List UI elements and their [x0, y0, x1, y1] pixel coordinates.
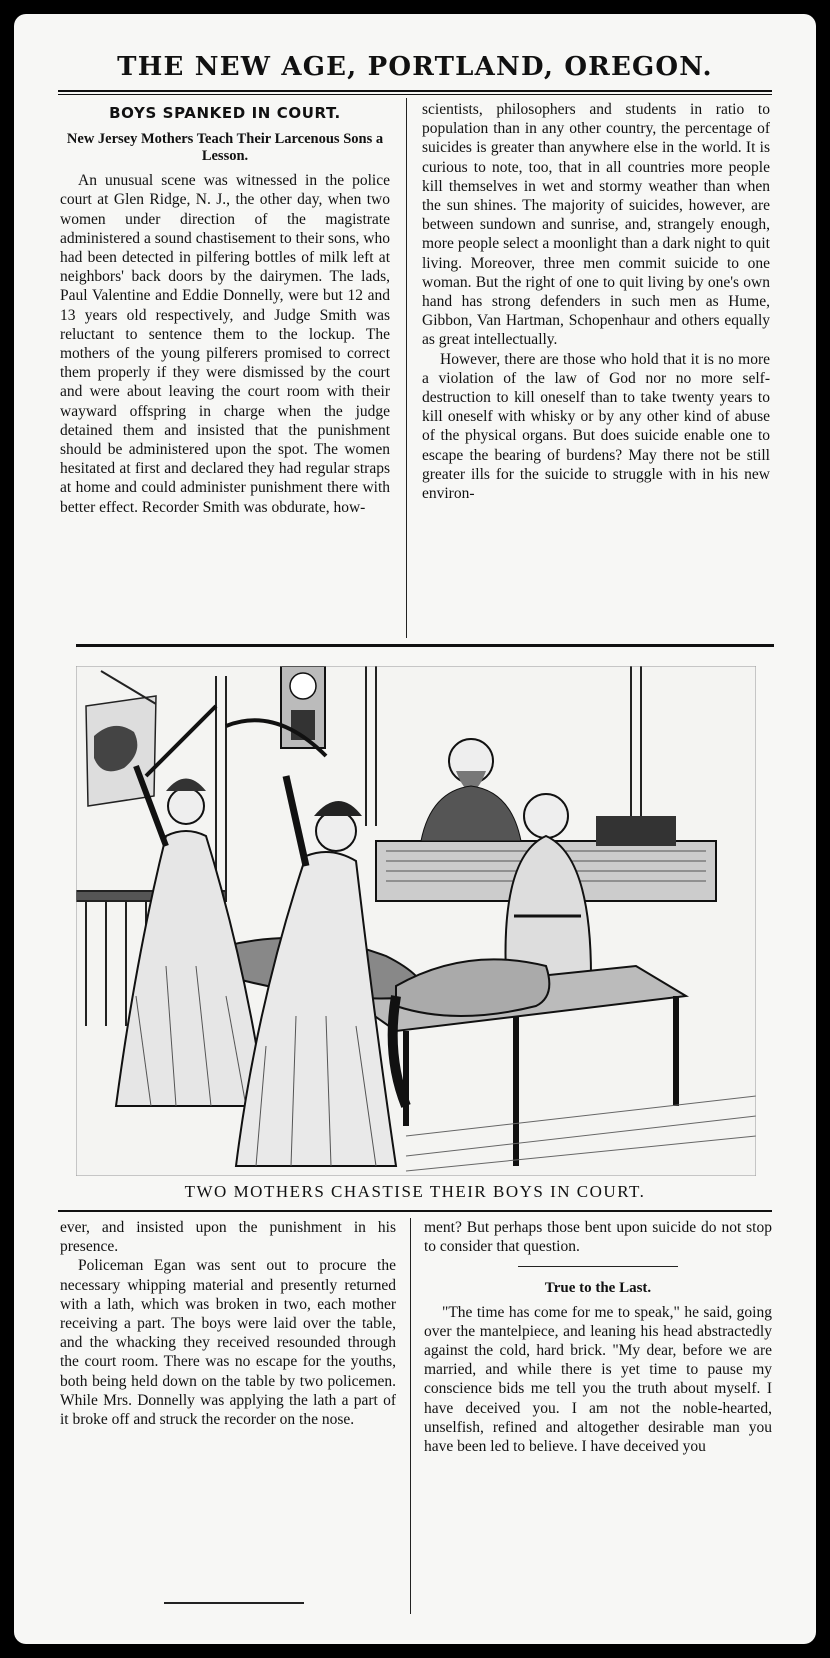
- suicide-article-body: scientists, philosophers and students in ratio to population than in any other country, the percentage of suicides is greater than anywhere else in the world. It is curious to note, too, that in all countries more people kill themselves in wet and stormy weather than when the sun shines. The majority of suicides, however, are between sundown and sunrise, and, strangely enough, more people select a moonlight than a dark night to quit living. Moreover, three men commit suicide to one woman. But the right of one to quit living by one's own hand has strong defenders in such men as Hume, Gibbon, Van Hartman, Schopenhaur and others equally as great intellectually.: [422, 101, 770, 349]
- article-headline: BOYS SPANKED IN COURT.: [109, 104, 341, 122]
- newspaper-page: [14, 14, 816, 1644]
- suicide-article-body-2: However, there are those who hold that it is no more a violation of the law of God nor no more self-destruction to kill oneself than to take twenty years to kill oneself with whisky or by any other kind of abuse of the physical organs. But does suicide enable one to escape the bearing of burdens? May there not be still greater ills for the suicide to struggle with in his new environ-: [422, 350, 770, 503]
- true-to-last-subhead: True to the Last.: [544, 1280, 652, 1297]
- article-end-rule: [164, 1602, 304, 1604]
- masthead-rule-thin: [58, 94, 772, 95]
- article-body: An unusual scene was witnessed in the police court at Glen Ridge, N. J., the other day, when two women under direction of the magistrate administered a sound chastisement to their sons, who had been detected in pilfering bottles of milk left at neighbors' back doors by the dairymen. The lads, Paul Valentine and Eddie Donnelly, were but 12 and 13 years old respectively, and Judge Smith was reluctant to sentence them to the lockup. The mothers of the young pilferers promised to correct them properly if they were dismissed by the court and were about leaving the court room with their wayward offspring in charge when the judge detained them and insisted that the punishment should be administered upon the spot. The women hesitated at first and declared they had regular straps at home and could administer punishment there with better effect. Recorder Smith was obdurate, how-: [60, 172, 390, 516]
- masthead: THE NEW AGE, PORTLAND, OREGON.: [117, 52, 713, 82]
- article-subhead: New Jersey Mothers Teach Their Larcenous Sons a Lesson.: [66, 131, 384, 165]
- caption-bottom-rule: [58, 1210, 772, 1212]
- column-divider-upper: [406, 98, 407, 638]
- article-continued-2: Policeman Egan was sent out to procure the necessary whipping material and presently returned with a lath, which was broken in two, each mother receiving a part. The boys were laid over the table, and the whacking they received resounded through the court room. There was no escape for the youths, both being held down on the table by two policemen. While Mrs. Donnelly was applying the lath a part of it broke off and struck the recorder on the nose.: [60, 1257, 396, 1429]
- column-divider-lower: [410, 1218, 411, 1614]
- illustration-top-rule: [76, 644, 774, 647]
- illustration-caption: TWO MOTHERS CHASTISE THEIR BOYS IN COURT.: [184, 1182, 646, 1201]
- column-right-upper: [422, 100, 770, 640]
- column-right-lower: [424, 1218, 772, 1614]
- masthead-rule: [58, 90, 772, 92]
- section-divider: [518, 1266, 678, 1267]
- column-left-upper: [60, 98, 390, 638]
- article-continued-1: ever, and insisted upon the punishment in his presence.: [60, 1219, 396, 1256]
- column-left-lower: [60, 1218, 396, 1598]
- courtroom-illustration: [76, 666, 756, 1176]
- true-to-last-body: "The time has come for me to speak," he said, going over the mantelpiece, and leaning his head abstractedly against the cold, hard brick. "My dear, before we are married, and while there is yet time to pause my conscience bids me tell you the truth about myself. I have deceived you. I am not the noble-hearted, unselfish, refined and altogether desirable man you have been led to believe. I have deceived you: [424, 1303, 772, 1456]
- suicide-article-continued: ment? But perhaps those bent upon suicide do not stop to consider that question.: [424, 1219, 772, 1256]
